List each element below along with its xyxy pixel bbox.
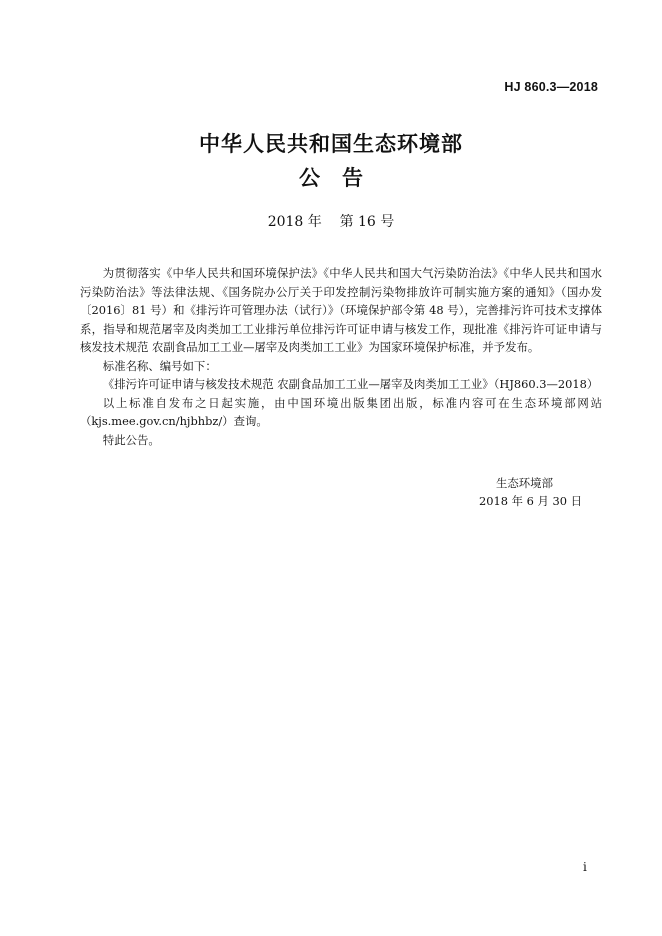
issue-number: 2018 年 第 16 号 <box>267 214 395 230</box>
paragraph-standard-list-heading: 标准名称、编号如下： <box>102 358 217 373</box>
issuer-signature: 生态环境部 <box>496 476 553 490</box>
paragraph-standard-name: 《排污许可证申请与核发技术规范 农副食品加工工业—屠宰及肉类加工工业》（HJ860.3—2018） <box>102 377 599 391</box>
document-subtitle: 公告 <box>299 165 385 190</box>
announcement-body <box>80 264 602 449</box>
document-title: 中华人民共和国生态环境部 <box>199 131 463 156</box>
issue-date: 2018 年 6 月 30 日 <box>479 494 583 508</box>
paragraph-intro: 为贯彻落实《中华人民共和国环境保护法》《中华人民共和国大气污染防治法》《中华人民共和国水污染防治法》等法律法规、《国务院办公厅关于印发控制污染物排放许可制实施方案的通知》（国办发〔2016〕81 号）和《排污许可管理办法（试行）》（环境保护部令第 48 号），完善排污许可技术支撑体系，指导和规范屠宰及肉类加工工业排污单位排污许可证申请与核发工作，现批准《排污许可证申请与核发技术规范 农副食品加工工业—屠宰及肉类加工工业》为国家环境保护标准，并予发布。 <box>80 266 602 354</box>
standard-code: HJ 860.3—2018 <box>504 80 598 94</box>
paragraph-closing: 特此公告。 <box>102 432 160 447</box>
paragraph-implementation: 以上标准自发布之日起实施，由中国环境出版集团出版，标准内容可在生态环境部网站（kjs.mee.gov.cn/hjbhbz/）查询。 <box>80 395 602 428</box>
page-number: i <box>583 860 587 874</box>
